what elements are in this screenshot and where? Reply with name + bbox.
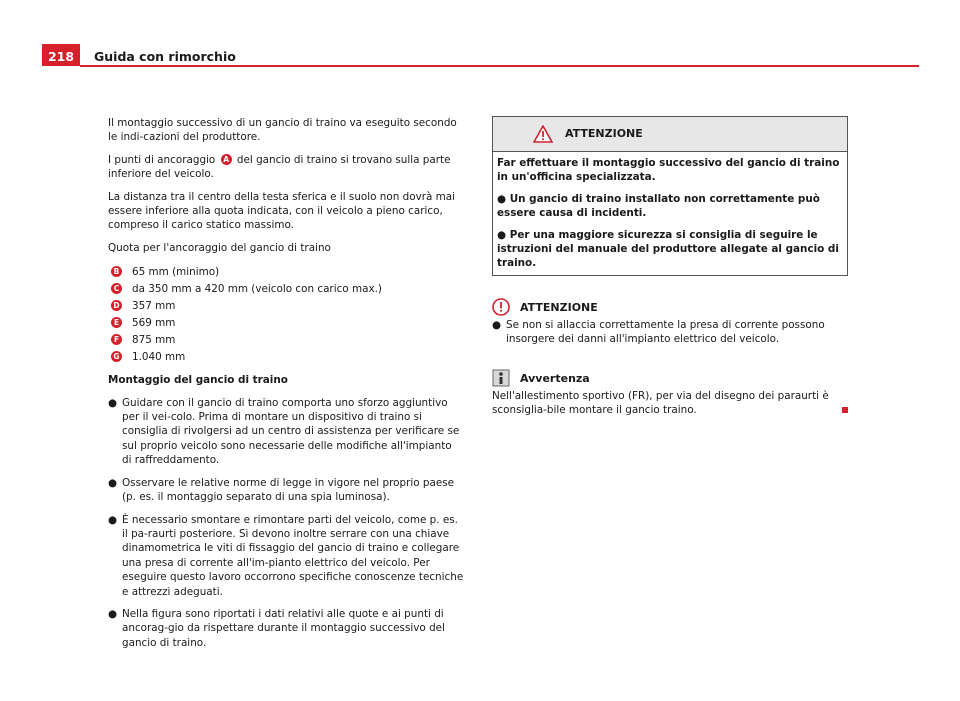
intro-paragraph: Il montaggio successivo di un gancio di traino va eseguito secondo le indi-cazioni del produttore. xyxy=(108,117,457,144)
caution-heading xyxy=(492,294,848,316)
bullet-icon: ● xyxy=(492,318,502,331)
bullet-icon: ● xyxy=(108,396,118,409)
bullet-icon: ● xyxy=(108,607,118,620)
bullet-icon: ● xyxy=(108,513,118,526)
bullet-text: È necessario smontare e rimontare parti del veicolo, come p. es. il pa-raurti posteriore. Si devono inoltre serrare con una chiave dinamometrica le viti di fissaggio del gancio di traino e collegare una presa di corrente all'im-pianto elettrico del veicolo. Per eseguire questo lavoro occorrono specifiche conoscenze tecniche e attrezzi adeguati. xyxy=(122,513,464,598)
marker-a: A xyxy=(221,154,232,165)
caution-item xyxy=(492,318,848,347)
dimension-value: 569 mm xyxy=(132,316,176,329)
dimension-list xyxy=(108,263,464,365)
warning-triangle-icon xyxy=(533,125,553,143)
dimension-row xyxy=(108,331,464,348)
page-header xyxy=(42,44,919,66)
dimension-row xyxy=(108,297,464,314)
warning-bullet xyxy=(497,228,843,271)
warning-line: Per una maggiore sicurezza si consiglia di seguire le istruzioni del manuale del produttore allegate al gancio di traino. xyxy=(497,228,839,270)
bullet-icon: ● xyxy=(497,228,507,241)
warning-line: Un gancio di traino installato non correttamente può essere causa di incidenti. xyxy=(497,192,820,220)
dimension-row xyxy=(108,348,464,365)
dimension-row xyxy=(108,263,464,280)
anchor-text-before: I punti di ancoraggio xyxy=(108,153,216,166)
dimension-row xyxy=(108,280,464,297)
dimension-value: 875 mm xyxy=(132,333,176,346)
bullet-item xyxy=(108,476,464,505)
marker-e: E xyxy=(111,317,122,328)
dimension-value: 357 mm xyxy=(132,299,176,312)
dimension-row xyxy=(108,314,464,331)
bullet-item xyxy=(108,513,464,599)
marker-f: F xyxy=(111,334,122,345)
caution-circle-icon xyxy=(492,298,510,316)
note-text: Nell'allestimento sportivo (FR), per via del disegno dei paraurti è sconsiglia-bile montare il gancio traino. xyxy=(492,389,829,417)
end-of-section-icon xyxy=(842,407,848,413)
warning-title: ATTENZIONE xyxy=(565,126,643,140)
marker-b: B xyxy=(111,266,122,277)
note-paragraph xyxy=(492,389,848,418)
dimension-value: 65 mm (minimo) xyxy=(132,265,220,278)
anchor-text-after: del gancio di traino si trovano sulla parte inferiore del veicolo. xyxy=(108,153,451,181)
right-column xyxy=(492,116,848,425)
dimension-value: da 350 mm a 420 mm (veicolo con carico max.) xyxy=(132,282,382,295)
bullet-item xyxy=(108,607,464,650)
marker-d: D xyxy=(111,300,122,311)
bullet-item xyxy=(108,396,464,468)
marker-c: C xyxy=(111,283,122,294)
warning-bullet xyxy=(497,192,843,221)
note-icon xyxy=(492,369,510,387)
marker-g: G xyxy=(111,351,122,362)
distance-paragraph: La distanza tra il centro della testa sferica e il suolo non dovrà mai essere inferiore alla quota indicata, con il veicolo a pieno carico, compreso il carico statico massimo. xyxy=(108,190,456,232)
warning-box-body xyxy=(493,152,847,275)
section-heading: Montaggio del gancio di traino xyxy=(108,374,288,387)
note-heading xyxy=(492,365,848,387)
chapter-title: Guida con rimorchio xyxy=(94,49,236,64)
left-column xyxy=(108,116,464,658)
page-number: 218 xyxy=(42,44,80,66)
warning-line: Far effettuare il montaggio successivo del gancio di traino in un'officina specializzata. xyxy=(497,157,840,184)
anchor-paragraph xyxy=(108,153,464,182)
dimension-value: 1.040 mm xyxy=(132,350,186,363)
warning-box xyxy=(492,116,848,276)
caution-text: Se non si allaccia correttamente la presa di corrente possono insorgere dei danni all'impianto elettrico del veicolo. xyxy=(506,318,825,346)
dimensions-intro: Quota per l'ancoraggio del gancio di traino xyxy=(108,241,331,254)
note-title: Avvertenza xyxy=(520,372,590,386)
warning-box-header xyxy=(493,117,847,152)
bullet-icon: ● xyxy=(108,476,118,489)
bullet-text: Osservare le relative norme di legge in vigore nel proprio paese (p. es. il montaggio separato di una spia luminosa). xyxy=(122,476,455,504)
bullet-icon: ● xyxy=(497,192,507,205)
caution-title: ATTENZIONE xyxy=(520,301,598,315)
bullet-text: Nella figura sono riportati i dati relativi alle quote e ai punti di ancorag-gio da rispettare durante il montaggio successivo del gancio di traino. xyxy=(122,607,445,649)
header-rule xyxy=(80,65,919,67)
bullet-text: Guidare con il gancio di traino comporta uno sforzo aggiuntivo per il vei-colo. Prima di montare un dispositivo di traino si consiglia di rivolgersi ad un centro di assistenza per verificare se sul proprio veicolo sono necessarie delle modifiche all'impianto di raffreddamento. xyxy=(122,396,460,467)
